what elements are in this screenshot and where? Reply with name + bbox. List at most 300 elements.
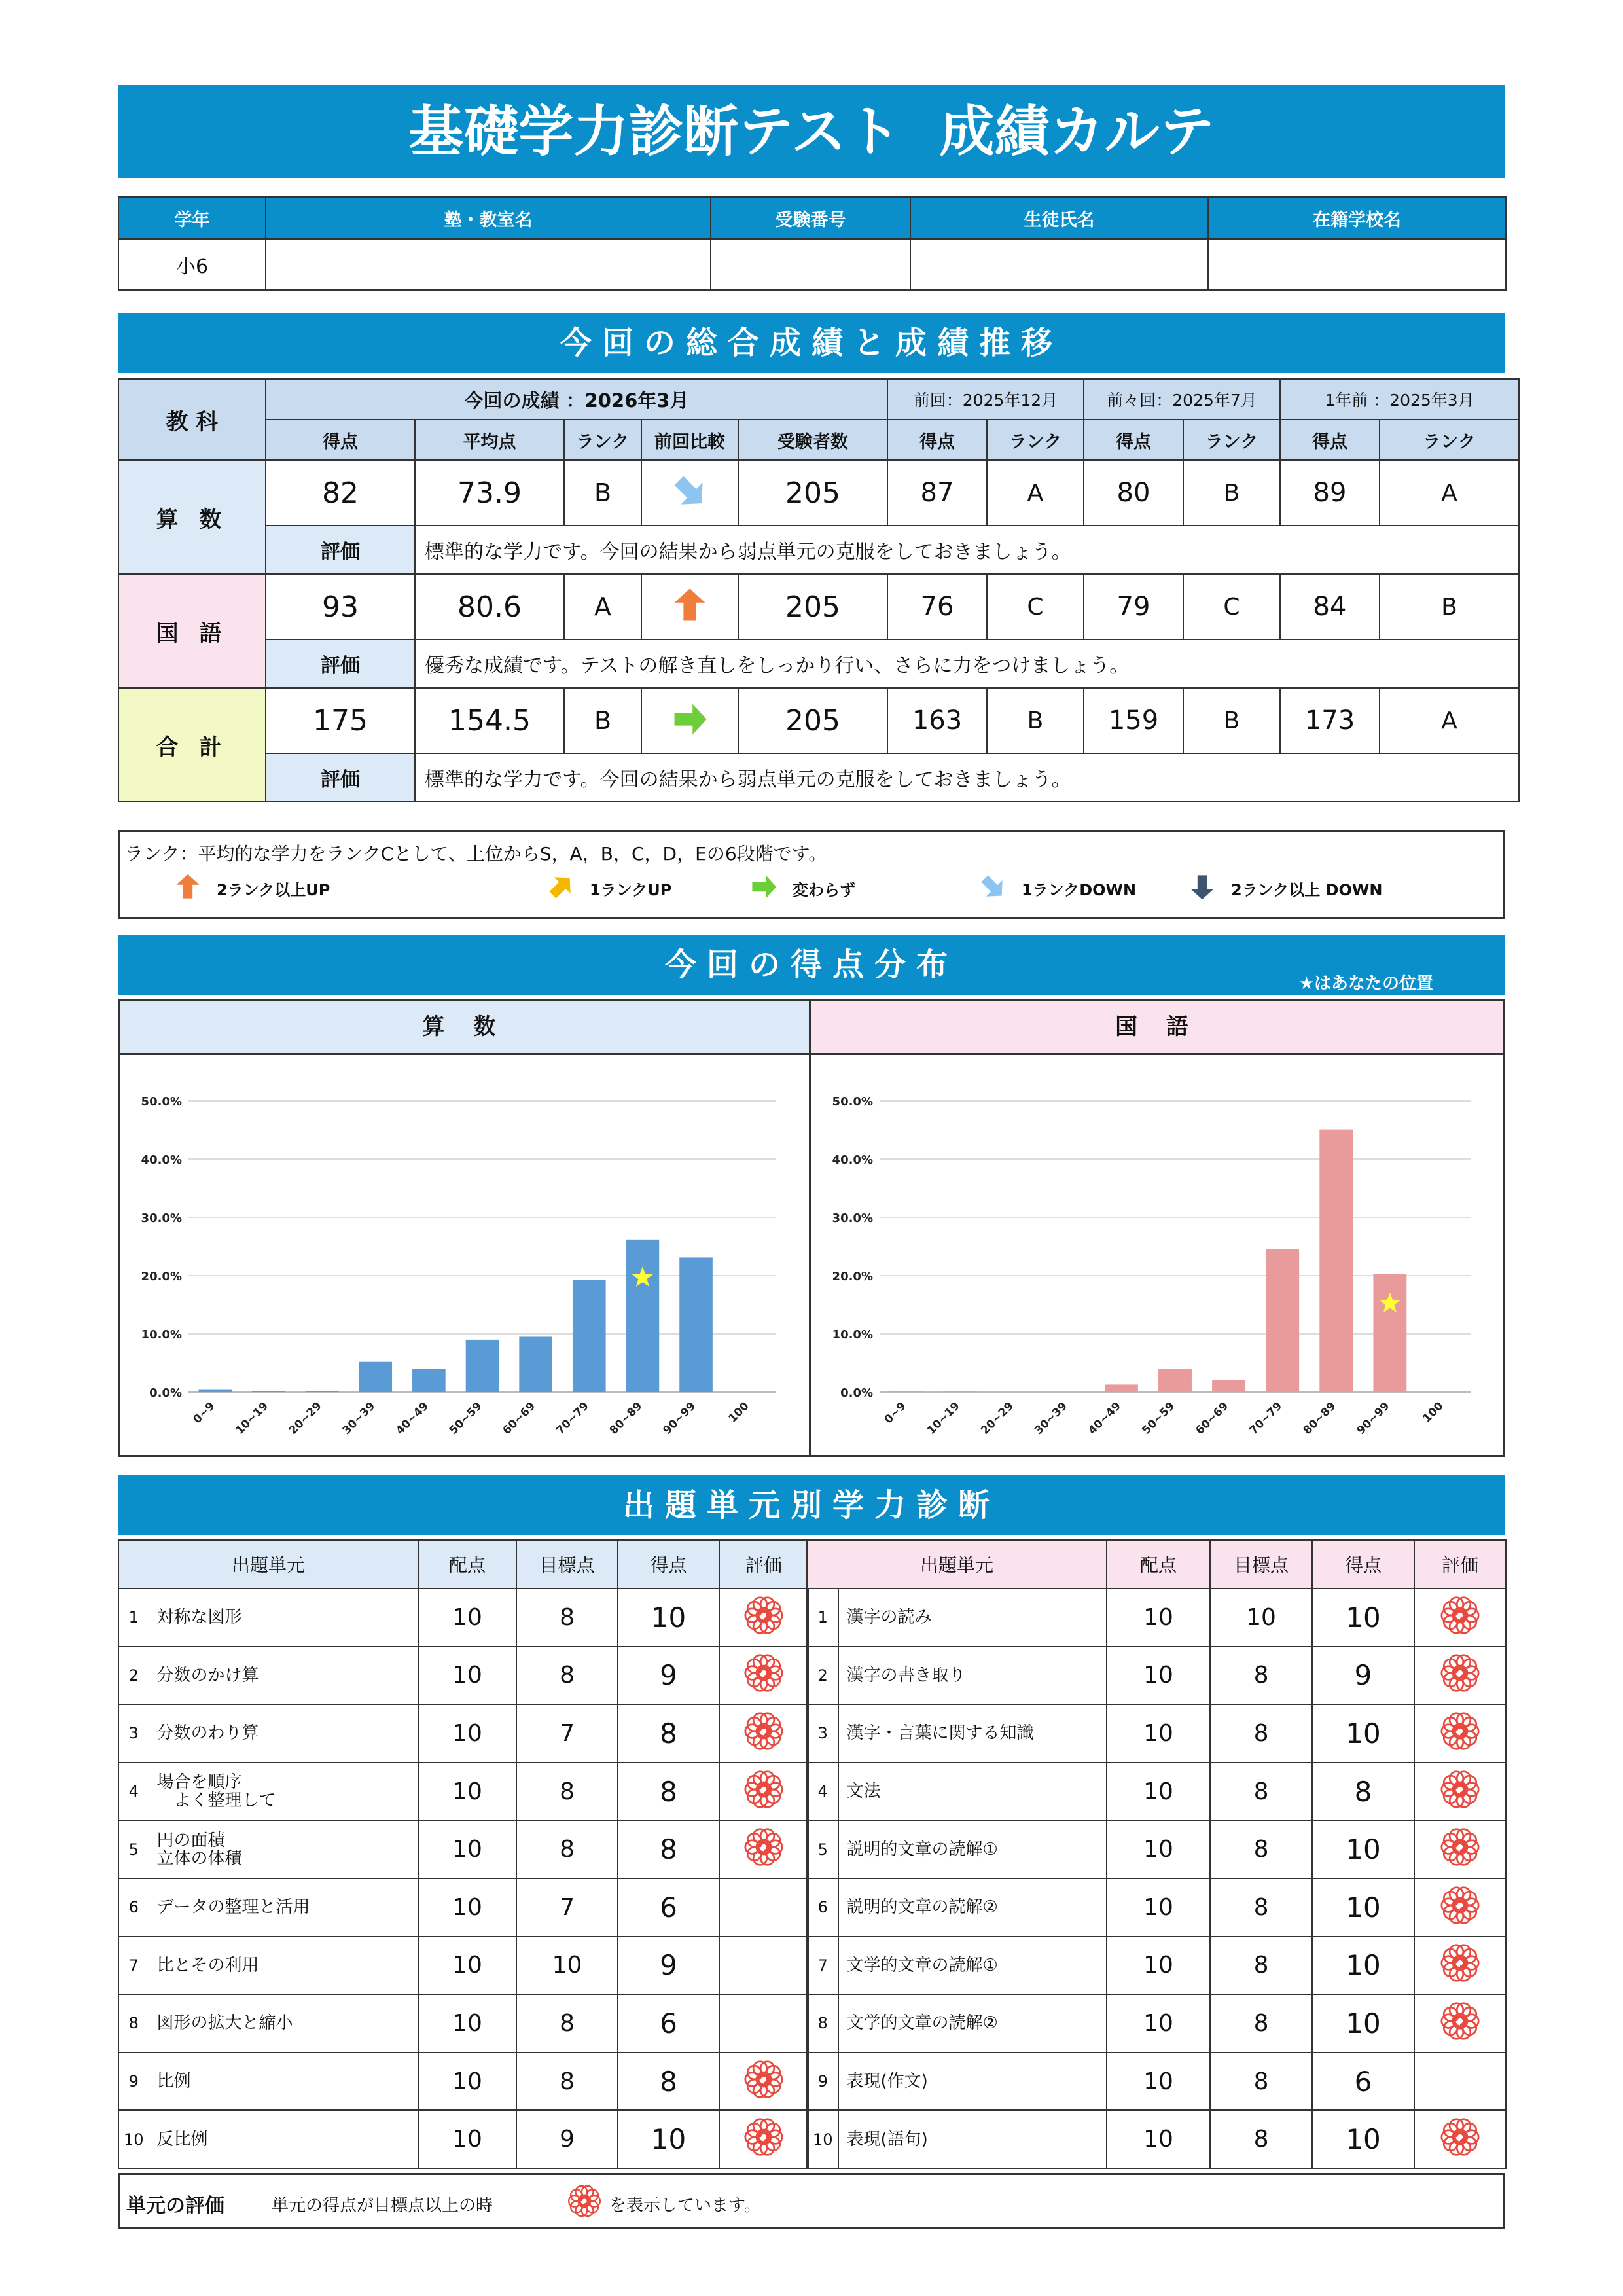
summary-table (118, 378, 1520, 802)
unit-max-points: 10 (1107, 1937, 1210, 1995)
unit-max-points: 10 (1107, 1647, 1210, 1705)
unit-header-eval: 評価 (1414, 1540, 1506, 1588)
unit-number: 6 (807, 1878, 838, 1937)
unit-score: 6 (1312, 2053, 1414, 2111)
average-score: 154.5 (415, 688, 564, 753)
japanese-chart-header (811, 1001, 1503, 1055)
japanese-units-table (806, 1539, 1507, 2169)
bar (1105, 1384, 1138, 1392)
y-tick-label: 10.0% (141, 1328, 182, 1342)
units-section-title: 出題単元別学力診断 (118, 1475, 1505, 1535)
current-score: 82 (266, 460, 415, 526)
current-period-header: 今回の成績 ：2026年3月 (266, 379, 887, 420)
legend-item (172, 871, 330, 905)
info-header-student-name: 生徒氏名 (910, 197, 1208, 239)
unit-score: 10 (1312, 1704, 1414, 1763)
flower-stamp-icon (1414, 1937, 1506, 1995)
unit-target-points: 8 (1210, 1820, 1312, 1878)
legend-item-label: 2ランク以上UP (217, 880, 330, 899)
x-tick-label: 100 (726, 1399, 752, 1426)
unit-name: 円の面積 立体の体積 (149, 1820, 418, 1878)
unit-max-points: 10 (418, 2053, 516, 2111)
distribution-title-text: 今回の得点分布 (664, 946, 958, 983)
unit-name: 比例 (149, 2053, 418, 2111)
col-score: 得点 (266, 420, 415, 460)
unit-target-points: 8 (1210, 1878, 1312, 1937)
math-chart-header (120, 1001, 811, 1055)
bar (1158, 1369, 1192, 1392)
table-row (118, 1878, 808, 1937)
footnote-text-2: を表示しています。 (609, 2196, 761, 2215)
unit-name: 分数のわり算 (149, 1704, 418, 1763)
page-title: 基礎学力診断テスト 成績カルテ (118, 85, 1505, 178)
bar (890, 1391, 923, 1392)
x-tick-label: 50~59 (1139, 1399, 1178, 1438)
subject-header: 教 科 (118, 379, 266, 460)
footnote-label: 単元の評価 (126, 2195, 224, 2217)
unit-max-points: 10 (418, 1588, 516, 1647)
unit-max-points: 10 (418, 1937, 516, 1995)
col-yearago-score: 得点 (1280, 420, 1380, 460)
unit-header-name: 出題単元 (118, 1540, 418, 1588)
unit-number: 8 (118, 1994, 149, 2053)
unit-target-points: 7 (516, 1878, 618, 1937)
current-rank: A (564, 574, 641, 639)
unit-name: 表現(作文) (838, 2053, 1107, 2111)
unit-score: 6 (618, 1878, 719, 1937)
yearago-score: 89 (1280, 460, 1380, 526)
table-row (118, 1704, 808, 1763)
col-prev-score: 得点 (887, 420, 987, 460)
unit-max-points: 10 (418, 1704, 516, 1763)
info-school-value (266, 239, 711, 290)
unit-name: 文学的文章の読解② (838, 1994, 1107, 2053)
x-tick-label: 20~29 (978, 1399, 1016, 1438)
current-score: 175 (266, 688, 415, 753)
y-tick-label: 0.0% (149, 1386, 182, 1400)
unit-number: 1 (807, 1588, 838, 1647)
arrow-right-icon (748, 871, 779, 905)
x-tick-label: 80~89 (1300, 1399, 1339, 1438)
student-info-table (118, 196, 1507, 291)
info-enrolled-school-value (1208, 239, 1506, 290)
unit-number: 7 (118, 1937, 149, 1995)
flower-stamp-icon (1414, 1704, 1506, 1763)
unit-score: 10 (618, 2110, 719, 2168)
legend-item-label: 2ランク以上 DOWN (1231, 880, 1383, 899)
table-row (118, 1937, 808, 1995)
legend-item (977, 871, 1136, 905)
info-header-exam-number: 受験番号 (711, 197, 910, 239)
unit-max-points: 10 (1107, 2110, 1210, 2168)
unit-eval-empty (1414, 2053, 1506, 2111)
unit-score: 10 (1312, 1820, 1414, 1878)
unit-name: 反比例 (149, 2110, 418, 2168)
unit-target-points: 8 (1210, 1647, 1312, 1705)
info-header-grade: 学年 (118, 197, 266, 239)
bar (573, 1280, 606, 1392)
unit-score: 9 (618, 1647, 719, 1705)
unit-name: 場合を順序 よく整理して (149, 1763, 418, 1821)
unit-score: 6 (618, 1994, 719, 2053)
subject-label: 合 計 (118, 688, 266, 802)
x-tick-label: 90~99 (1354, 1399, 1393, 1438)
unit-max-points: 10 (418, 1994, 516, 2053)
prev-rank: A (987, 460, 1084, 526)
y-tick-label: 50.0% (141, 1095, 182, 1109)
unit-header-target: 目標点 (1210, 1540, 1312, 1588)
bar (1212, 1380, 1245, 1392)
current-rank: B (564, 688, 641, 753)
unit-score: 10 (618, 1588, 719, 1647)
table-row (118, 1994, 808, 2053)
y-tick-label: 30.0% (832, 1211, 873, 1225)
yearago-rank: A (1380, 688, 1519, 753)
bar (1373, 1274, 1406, 1392)
rank-legend (118, 830, 1505, 919)
legend-item (748, 871, 855, 905)
unit-name: 表現(語句) (838, 2110, 1107, 2168)
bar (519, 1336, 552, 1392)
evaluation-label: 評価 (266, 526, 415, 574)
unit-max-points: 10 (418, 1878, 516, 1937)
unit-max-points: 10 (1107, 1588, 1210, 1647)
evaluation-comment: 優秀な成績です。テストの解き直しをしっかり行い、さらに力をつけましょう。 (415, 639, 1519, 688)
table-row (807, 1763, 1506, 1821)
unit-target-points: 7 (516, 1704, 618, 1763)
rank-legend-note: ランク：平均的な学力をランクCとして、上位からS，A，B，C，D，Eの6段階です。 (125, 843, 827, 865)
footnote-text: 単元の得点が目標点以上の時 (272, 2196, 493, 2215)
x-tick-label: 30~39 (1032, 1399, 1070, 1438)
col-examinees: 受験者数 (738, 420, 887, 460)
prev-rank: B (987, 688, 1084, 753)
unit-max-points: 10 (1107, 1994, 1210, 2053)
y-tick-label: 0.0% (840, 1386, 873, 1400)
bar (679, 1257, 713, 1392)
table-row (807, 1588, 1506, 1647)
flower-stamp-icon (719, 2053, 808, 2111)
unit-max-points: 10 (418, 2110, 516, 2168)
unit-target-points: 8 (516, 1763, 618, 1821)
unit-name: 対称な図形 (149, 1588, 418, 1647)
y-tick-label: 40.0% (141, 1153, 182, 1167)
yearago-score: 173 (1280, 688, 1380, 753)
unit-number: 9 (807, 2053, 838, 2111)
japanese-distribution-chart (811, 1055, 1503, 1453)
prev2-rank: B (1183, 688, 1280, 753)
unit-number: 10 (807, 2110, 838, 2168)
unit-score: 10 (1312, 1588, 1414, 1647)
flower-stamp-icon (1414, 1647, 1506, 1705)
table-row (118, 1647, 808, 1705)
unit-max-points: 10 (1107, 2053, 1210, 2111)
unit-name: 文法 (838, 1763, 1107, 1821)
arrow-up-icon (172, 871, 204, 905)
unit-number: 2 (118, 1647, 149, 1705)
flower-stamp-icon (719, 1763, 808, 1821)
unit-number: 5 (118, 1820, 149, 1878)
legend-item-label: 1ランクUP (590, 880, 672, 899)
unit-number: 3 (118, 1704, 149, 1763)
col-prev2-score: 得点 (1084, 420, 1183, 460)
unit-number: 4 (118, 1763, 149, 1821)
flower-stamp-icon (719, 1820, 808, 1878)
unit-name: データの整理と活用 (149, 1878, 418, 1937)
unit-number: 3 (807, 1704, 838, 1763)
unit-max-points: 10 (1107, 1704, 1210, 1763)
table-row (807, 1994, 1506, 2053)
table-row (807, 1820, 1506, 1878)
x-tick-label: 40~49 (1086, 1399, 1124, 1438)
unit-name: 漢字の読み (838, 1588, 1107, 1647)
flower-stamp-icon (1414, 1820, 1506, 1878)
unit-header-max: 配点 (418, 1540, 516, 1588)
unit-score: 10 (1312, 1937, 1414, 1995)
info-grade-value: 小6 (118, 239, 266, 290)
x-tick-label: 100 (1420, 1399, 1446, 1426)
bar (626, 1240, 660, 1392)
x-tick-label: 10~19 (924, 1399, 963, 1438)
unit-target-points: 8 (516, 1647, 618, 1705)
legend-item-label: 変わらず (793, 880, 855, 899)
col-prev-rank: ランク (987, 420, 1084, 460)
evaluation-comment: 標準的な学力です。今回の結果から弱点単元の克服をしておきましょう。 (415, 526, 1519, 574)
arrow-right-icon (641, 688, 738, 753)
arrow-down-icon (1186, 871, 1218, 905)
unit-score: 8 (1312, 1763, 1414, 1821)
unit-score: 8 (618, 2053, 719, 2111)
table-row (807, 1647, 1506, 1705)
unit-max-points: 10 (418, 1763, 516, 1821)
flower-stamp-icon (1414, 1588, 1506, 1647)
math-distribution-chart (120, 1055, 809, 1453)
yearago-rank: B (1380, 574, 1519, 639)
summary-section-title: 今回の総合成績と成績推移 (118, 313, 1505, 373)
table-row (118, 2053, 808, 2111)
flower-stamp-icon (1414, 1994, 1506, 2053)
x-tick-label: 20~29 (286, 1399, 325, 1438)
math-units-table (118, 1539, 809, 2169)
arrow-down-right-icon (641, 460, 738, 526)
flower-stamp-icon (719, 1588, 808, 1647)
table-row (807, 2053, 1506, 2111)
prev2-score: 159 (1084, 688, 1183, 753)
unit-number: 9 (118, 2053, 149, 2111)
y-tick-label: 30.0% (141, 1211, 182, 1225)
bar (1319, 1130, 1353, 1392)
table-row (118, 1820, 808, 1878)
prev-score: 87 (887, 460, 987, 526)
unit-target-points: 8 (516, 2053, 618, 2111)
x-tick-label: 70~79 (554, 1399, 592, 1438)
unit-header-score: 得点 (1312, 1540, 1414, 1588)
unit-name: 説明的文章の読解② (838, 1878, 1107, 1937)
flower-stamp-icon (566, 2183, 603, 2222)
star-position-note: ★はあなたの位置 (1298, 974, 1433, 994)
subject-label: 国 語 (118, 574, 266, 688)
prev2-score: 80 (1084, 460, 1183, 526)
table-row (807, 1704, 1506, 1763)
japanese-chart-title: 国 語 (1115, 1014, 1199, 1040)
unit-header-eval: 評価 (719, 1540, 808, 1588)
examinee-count: 205 (738, 460, 887, 526)
unit-number: 5 (807, 1820, 838, 1878)
evaluation-comment: 標準的な学力です。今回の結果から弱点単元の克服をしておきましょう。 (415, 753, 1519, 802)
unit-target-points: 9 (516, 2110, 618, 2168)
average-score: 73.9 (415, 460, 564, 526)
arrow-down-right-icon (977, 871, 1008, 905)
unit-name: 漢字の書き取り (838, 1647, 1107, 1705)
unit-score: 10 (1312, 1994, 1414, 2053)
x-tick-label: 50~59 (446, 1399, 485, 1438)
unit-max-points: 10 (1107, 1878, 1210, 1937)
current-score: 93 (266, 574, 415, 639)
flower-stamp-icon (1414, 1763, 1506, 1821)
unit-score: 9 (1312, 1647, 1414, 1705)
unit-number: 2 (807, 1647, 838, 1705)
unit-header-max: 配点 (1107, 1540, 1210, 1588)
unit-eval-empty (719, 1994, 808, 2053)
bar (199, 1390, 232, 1392)
unit-name: 分数のかけ算 (149, 1647, 418, 1705)
x-tick-label: 60~69 (1193, 1399, 1232, 1438)
prev2-period-header: 前々回：2025年7月 (1084, 379, 1280, 420)
flower-stamp-icon (719, 1647, 808, 1705)
evaluation-label: 評価 (266, 639, 415, 688)
col-average: 平均点 (415, 420, 564, 460)
math-chart-title: 算 数 (422, 1014, 507, 1040)
table-row (807, 1937, 1506, 1995)
table-row (118, 1763, 808, 1821)
unit-target-points: 8 (516, 1994, 618, 2053)
x-tick-label: 90~99 (660, 1399, 699, 1438)
prev-score: 76 (887, 574, 987, 639)
unit-eval-footnote (118, 2173, 1505, 2229)
bar (944, 1391, 977, 1392)
unit-name: 説明的文章の読解① (838, 1820, 1107, 1878)
col-yearago-rank: ランク (1380, 420, 1519, 460)
x-tick-label: 30~39 (340, 1399, 378, 1438)
y-tick-label: 40.0% (832, 1153, 873, 1167)
unit-number: 8 (807, 1994, 838, 2053)
unit-name: 比とその利用 (149, 1937, 418, 1995)
prev2-rank: C (1183, 574, 1280, 639)
subject-label: 算 数 (118, 460, 266, 574)
y-tick-label: 10.0% (832, 1328, 873, 1342)
unit-score: 10 (1312, 1878, 1414, 1937)
distribution-charts (118, 999, 1505, 1457)
x-tick-label: 10~19 (233, 1399, 271, 1438)
unit-target-points: 8 (1210, 1763, 1312, 1821)
bar (252, 1391, 285, 1392)
yearago-rank: A (1380, 460, 1519, 526)
col-rank: ランク (564, 420, 641, 460)
prev2-score: 79 (1084, 574, 1183, 639)
unit-target-points: 8 (1210, 1704, 1312, 1763)
unit-max-points: 10 (418, 1647, 516, 1705)
bar (412, 1369, 446, 1392)
unit-target-points: 8 (516, 1588, 618, 1647)
table-row (118, 1588, 808, 1647)
unit-name: 漢字・言葉に関する知識 (838, 1704, 1107, 1763)
y-tick-label: 20.0% (141, 1270, 182, 1283)
unit-number: 7 (807, 1937, 838, 1995)
unit-eval-empty (719, 1937, 808, 1995)
average-score: 80.6 (415, 574, 564, 639)
prev-rank: C (987, 574, 1084, 639)
yearago-score: 84 (1280, 574, 1380, 639)
unit-max-points: 10 (418, 1820, 516, 1878)
unit-header-target: 目標点 (516, 1540, 618, 1588)
unit-number: 10 (118, 2110, 149, 2168)
unit-target-points: 8 (1210, 1937, 1312, 1995)
info-header-school: 塾・教室名 (266, 197, 711, 239)
examinee-count: 205 (738, 574, 887, 639)
unit-target-points: 8 (1210, 1994, 1312, 2053)
unit-number: 1 (118, 1588, 149, 1647)
unit-target-points: 8 (516, 1820, 618, 1878)
distribution-section-title (118, 935, 1505, 995)
unit-eval-empty (719, 1878, 808, 1937)
unit-number: 6 (118, 1878, 149, 1937)
x-tick-label: 0~9 (190, 1399, 218, 1427)
info-header-enrolled-school: 在籍学校名 (1208, 197, 1506, 239)
unit-score: 8 (618, 1704, 719, 1763)
legend-item (545, 871, 671, 905)
bar (466, 1340, 499, 1392)
unit-target-points: 8 (1210, 2053, 1312, 2111)
x-tick-label: 40~49 (393, 1399, 431, 1438)
unit-header-score: 得点 (618, 1540, 719, 1588)
table-row (807, 2110, 1506, 2168)
table-row (807, 1878, 1506, 1937)
prev2-rank: B (1183, 460, 1280, 526)
unit-score: 9 (618, 1937, 719, 1995)
unit-header-name: 出題単元 (807, 1540, 1107, 1588)
info-student-name-value (910, 239, 1208, 290)
unit-name: 図形の拡大と縮小 (149, 1994, 418, 2053)
info-exam-number-value (711, 239, 910, 290)
legend-item-label: 1ランクDOWN (1022, 880, 1137, 899)
unit-score: 8 (618, 1763, 719, 1821)
unit-max-points: 10 (1107, 1763, 1210, 1821)
x-tick-label: 70~79 (1247, 1399, 1285, 1438)
flower-stamp-icon (719, 1704, 808, 1763)
table-row (118, 2110, 808, 2168)
legend-item (1186, 871, 1382, 905)
bar (1266, 1249, 1299, 1392)
prev-period-header: 前回：2025年12月 (887, 379, 1084, 420)
unit-number: 4 (807, 1763, 838, 1821)
unit-target-points: 10 (1210, 1588, 1312, 1647)
y-tick-label: 50.0% (832, 1095, 873, 1109)
x-tick-label: 80~89 (607, 1399, 645, 1438)
prev-score: 163 (887, 688, 987, 753)
unit-target-points: 8 (1210, 2110, 1312, 2168)
current-rank: B (564, 460, 641, 526)
arrow-up-right-icon (545, 871, 577, 905)
y-tick-label: 20.0% (832, 1270, 873, 1283)
unit-score: 8 (618, 1820, 719, 1878)
unit-target-points: 10 (516, 1937, 618, 1995)
evaluation-label: 評価 (266, 753, 415, 802)
x-tick-label: 0~9 (882, 1399, 909, 1427)
examinee-count: 205 (738, 688, 887, 753)
flower-stamp-icon (1414, 2110, 1506, 2168)
col-prev2-rank: ランク (1183, 420, 1280, 460)
col-trend: 前回比較 (641, 420, 738, 460)
year-ago-period-header: 1年前 ：2025年3月 (1280, 379, 1519, 420)
